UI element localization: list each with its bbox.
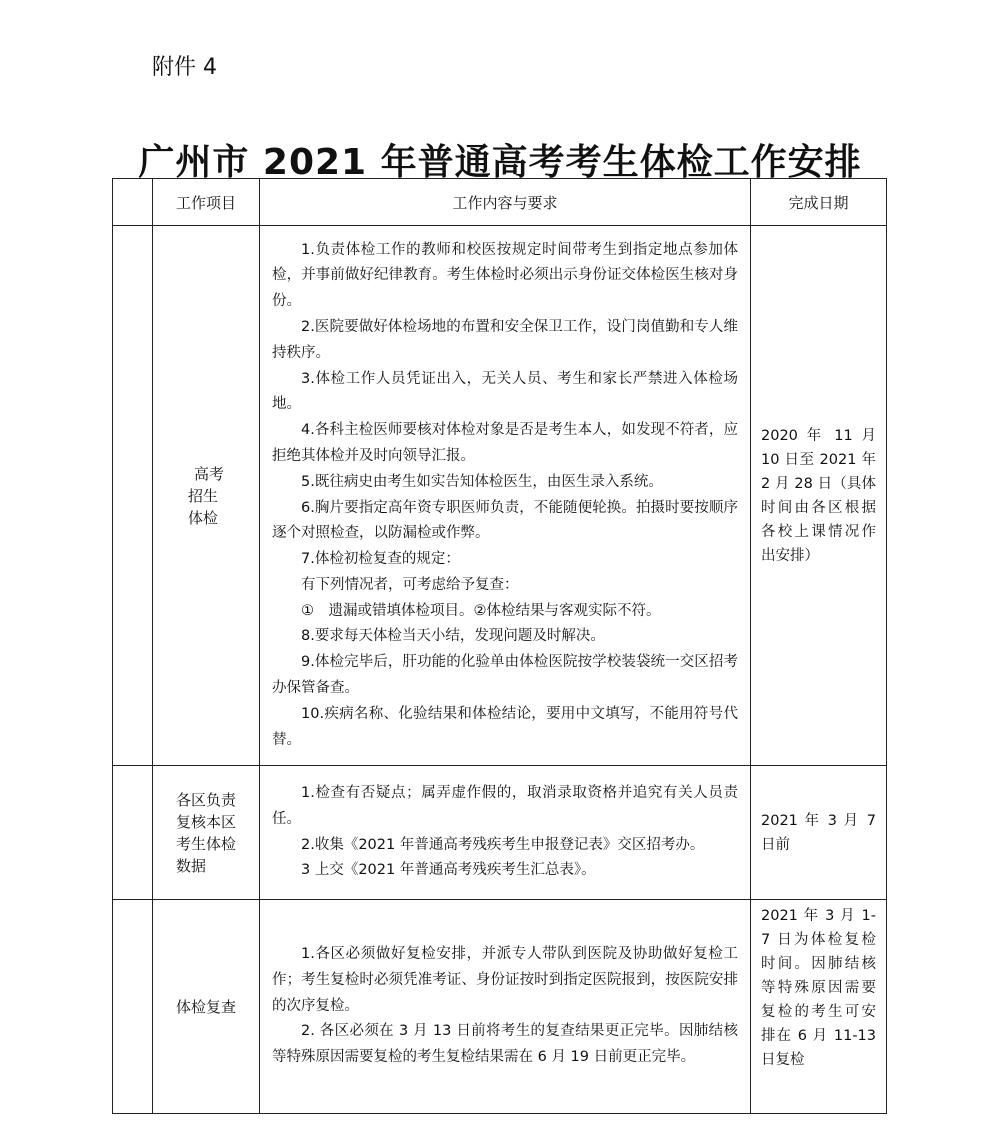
row-item: 体检复查 [153,900,260,1114]
table-row [113,900,887,1114]
attachment-label: 附件 4 [152,55,217,80]
row-date: 2021 年 3 月 1-7 日为体检复检时间。因肺结核等特殊原因需要复检的考生可安排在 6 月 11-13 日复检 [751,900,887,1114]
schedule-table [112,178,887,1114]
row-blank [113,766,153,900]
row-item: 高考 招生 体检 [153,226,260,766]
header-content: 工作内容与要求 [260,179,751,226]
row-item: 各区负责 复核本区 考生体检 数据 [153,766,260,900]
header-blank [113,179,153,226]
header-item: 工作项目 [153,179,260,226]
table-header-row [113,179,887,226]
table-row [113,766,887,900]
row-blank [113,226,153,766]
row-date: 2021 年 3 月 7 日前 [751,766,887,900]
row-content: 1.负责体检工作的教师和校医按规定时间带考生到指定地点参加体检，并事前做好纪律教育。考生体检时必须出示身份证交体检医生核对身份。 2.医院要做好体检场地的布置和安全保卫工作，设门岗值勤和专人维持秩序。 3.体检工作人员凭证出入，无关人员、考生和家长严禁进入体检场地。 4.各科主检医师要核对体检对象是否是考生本人，如发现不符者，应拒绝其体检并及时向领导汇报。 5.既往病史由考生如实告知体检医生，由医生录入系统。 6.胸片要指定高年资专职医师负责，不能随便轮换。拍摄时要按顺序逐个对照检查，以防漏检或作弊。 7.体检初检复查的规定： 有下列情况者，可考虑给予复查： ① 遗漏或错填体检项目。②体检结果与客观实际不符。 8.要求每天体检当天小结，发现问题及时解决。 9.体检完毕后，肝功能的化验单由体检医院按学校装袋统一交区招考办保管备查。 10.疾病名称、化验结果和体检结论，要用中文填写，不能用符号代替。 [260,226,751,766]
row-content: 1.检查有否疑点；属弄虚作假的，取消录取资格并追究有关人员责任。 2.收集《2021 年普通高考残疾考生申报登记表》交区招考办。 3 上交《2021 年普通高考残疾考生汇总表》。 [260,766,751,900]
page-title: 广州市 2021 年普通高考考生体检工作安排 [138,142,862,183]
row-blank [113,900,153,1114]
row-content: 1.各区必须做好复检安排，并派专人带队到医院及协助做好复检工作；考生复检时必须凭准考证、身份证按时到指定医院报到，按医院安排的次序复检。 2. 各区必须在 3 月 13 日前将考生的复查结果更正完毕。因肺结核等特殊原因需要复检的考生复检结果需在 6 月 19 日前更正完毕。 [260,900,751,1114]
table-row [113,226,887,766]
row-date: 2020 年 11 月 10 日至 2021 年 2 月 28 日（具体时间由各区根据各校上课情况作出安排） [751,226,887,766]
header-date: 完成日期 [751,179,887,226]
